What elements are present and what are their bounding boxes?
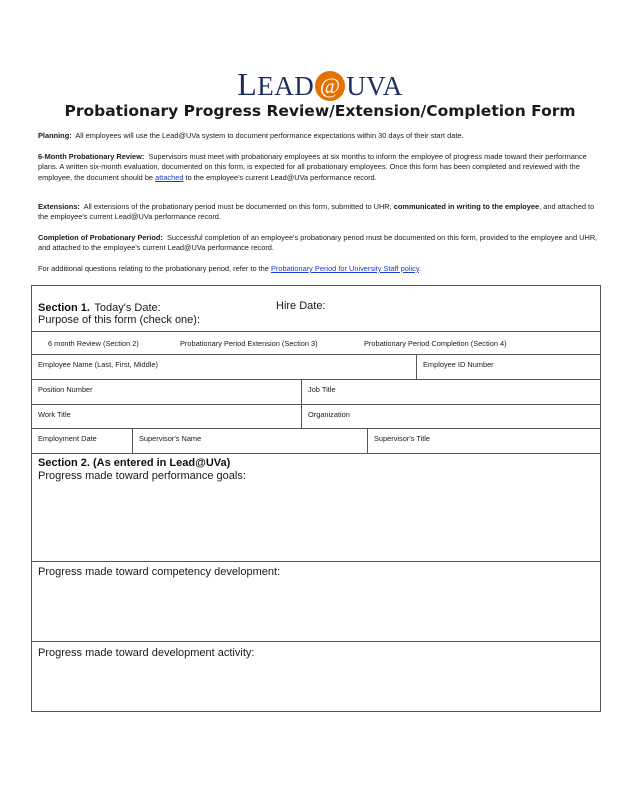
at-sign-logo-mark: @ [315,71,345,101]
additional-questions-paragraph: For additional questions relating to the probationary period, refer to the Probationary Period for University Staff policy. [38,264,422,273]
planning-paragraph: Planning: All employees will use the Lead@UVa system to document performance expectations within 30 days of their start date. [38,131,464,140]
six-month-review-paragraph: 6-Month Probationary Review: Supervisors must meet with probationary employees at six months to inform the employee of progress made toward their performance plans. A written six-month evaluation, documented on this form, is expected for all probationary employees. Once this form has been completed and reviewed with the employee, the document should be attached to the employee's current Lead@UVa performance record. [38,152,587,182]
development-activity-label: Progress made toward development activity: [38,647,255,659]
section2-heading: Section 2. (As entered in Lead@UVa) [38,457,231,469]
section1-header [32,286,600,332]
employee-id-field[interactable]: Employee ID Number [416,355,600,379]
employee-name-field[interactable]: Employee Name (Last, First, Middle) [38,360,158,369]
hire-date-label: Hire Date: [276,300,326,312]
page-title: Probationary Progress Review/Extension/Completion Form [64,102,576,120]
performance-goals-label: Progress made toward performance goals: [38,470,246,482]
todays-date-label: Today's Date: [94,302,161,314]
option-probationary-extension[interactable]: Probationary Period Extension (Section 3) [180,339,318,348]
option-probationary-completion[interactable]: Probationary Period Completion (Section 4) [364,339,507,348]
work-title-field[interactable]: Work Title [38,410,71,419]
position-row [32,380,600,405]
competency-development-label: Progress made toward competency development: [38,566,281,578]
employee-name-row [32,355,600,380]
section1-heading: Section 1. [38,302,90,314]
supervisor-name-field[interactable]: Supervisor's Name [132,429,367,453]
policy-link[interactable]: Probationary Period for University Staff policy [270,264,419,273]
work-title-row [32,405,600,429]
performance-goals-box[interactable] [32,454,600,562]
supervisor-row [32,429,600,454]
completion-paragraph: Completion of Probationary Period: Successful completion of an employee's probationary period must be documented on this form, provided to the employee and UHR, and attached to the employee's current Lead@UVa performance record. [38,233,598,253]
development-activity-box[interactable] [32,642,600,711]
form-table [31,285,601,712]
job-title-field[interactable]: Job Title [301,380,600,404]
employment-date-field[interactable]: Employment Date [38,434,97,443]
purpose-label: Purpose of this form (check one): [38,314,201,326]
attached-link[interactable]: attached [155,172,184,182]
purpose-options-row [32,332,600,355]
position-number-field[interactable]: Position Number [38,385,93,394]
lead-uva-logo: LEAD @ UVA [237,66,403,102]
supervisor-title-field[interactable]: Supervisor's Title [367,429,600,453]
option-6-month-review[interactable]: 6 month Review (Section 2) [48,339,139,348]
competency-development-box[interactable] [32,562,600,642]
organization-field[interactable]: Organization [301,405,600,428]
extensions-paragraph: Extensions: All extensions of the probationary period must be documented on this form, submitted to UHR, communicated in writing to the employee, and attached to the employee's current Lead@UVa performance record. [38,202,595,222]
